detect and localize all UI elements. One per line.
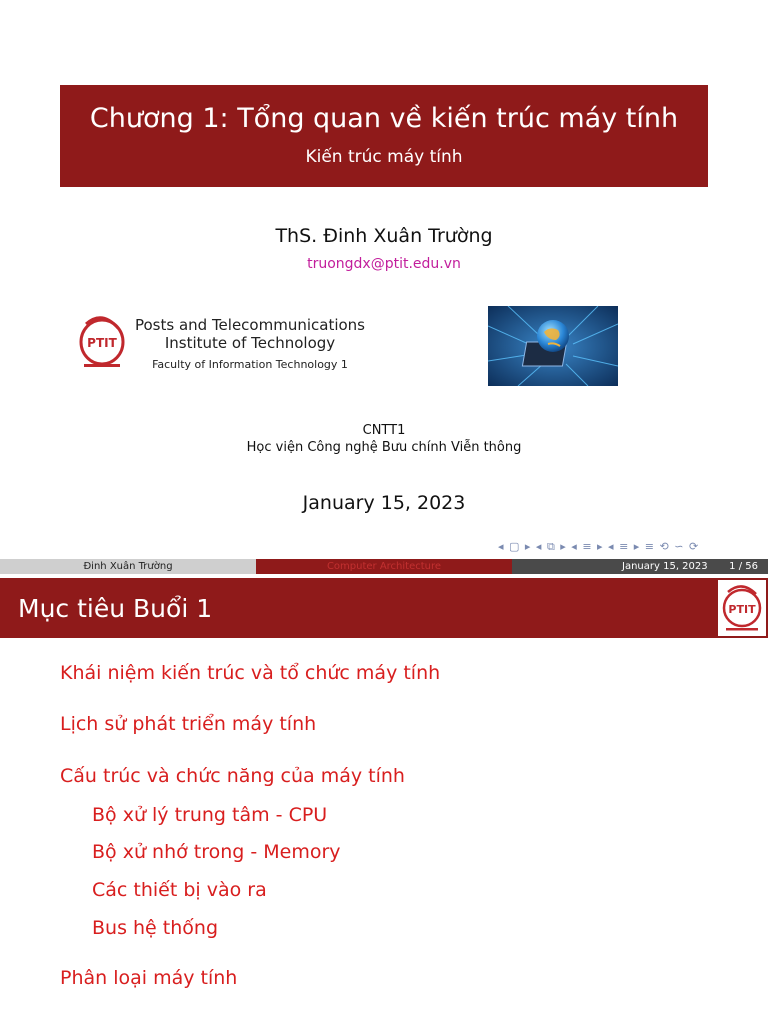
ptit-logo-icon — [78, 308, 126, 378]
footer-course: Computer Architecture — [256, 559, 512, 574]
objectives-title: Mục tiêu Buổi 1 — [18, 594, 213, 623]
author-name: ThS. Đinh Xuân Trường — [275, 225, 493, 247]
institution-short: CNTT1 — [362, 423, 406, 438]
footer-page-number: 1 / 56 — [729, 561, 758, 572]
ptit-logo-icon — [718, 580, 766, 636]
slide-title: Chương 1: Tổng quan về kiến trúc máy tính — [89, 103, 679, 134]
objectives-slide — [0, 574, 768, 1024]
logo-line-3: Faculty of Information Technology 1 — [152, 358, 348, 371]
list-subitem: Bus hệ thống — [92, 917, 219, 939]
ptit-logo — [78, 306, 368, 380]
header-logo — [718, 580, 766, 636]
list-item: Khái niệm kiến trúc và tổ chức máy tính — [60, 662, 441, 684]
list-item: Cấu trúc và chức năng của máy tính — [60, 765, 405, 787]
slide-footer — [0, 559, 768, 574]
presentation-date: January 15, 2023 — [302, 492, 466, 514]
title-banner — [60, 85, 708, 187]
list-item: Lịch sử phát triển máy tính — [60, 713, 317, 735]
list-subitem: Bộ xử lý trung tâm - CPU — [92, 804, 328, 826]
list-subitem: Các thiết bị vào ra — [92, 879, 267, 901]
footer-author: Đinh Xuân Trường — [0, 559, 256, 574]
objectives-header — [0, 578, 768, 638]
logo-line-2: Institute of Technology — [164, 334, 336, 352]
footer-right — [512, 559, 768, 574]
cpu-globe-image — [488, 306, 618, 386]
slide-subtitle: Kiến trúc máy tính — [305, 147, 463, 167]
logo-line-1: Posts and Telecommunications — [134, 316, 365, 334]
logo-text — [130, 316, 370, 372]
beamer-nav-icons[interactable]: ◂ ▢ ▸ ◂ ⧉ ▸ ◂ ≡ ▸ ◂ ≡ ▸ ≡ ⟲ ∽ ⟳ — [498, 540, 700, 553]
header-logo-mark: PTIT — [728, 603, 756, 616]
institution-full: Học viện Công nghệ Bưu chính Viễn thông — [246, 440, 522, 455]
ptit-logo-mark: PTIT — [87, 336, 117, 350]
list-subitem: Bộ xử nhớ trong - Memory — [92, 841, 341, 863]
institution — [0, 422, 768, 456]
list-item: Phân loại máy tính — [60, 967, 238, 989]
author-email[interactable]: truongdx@ptit.edu.vn — [307, 256, 461, 272]
footer-date: January 15, 2023 — [622, 561, 708, 572]
